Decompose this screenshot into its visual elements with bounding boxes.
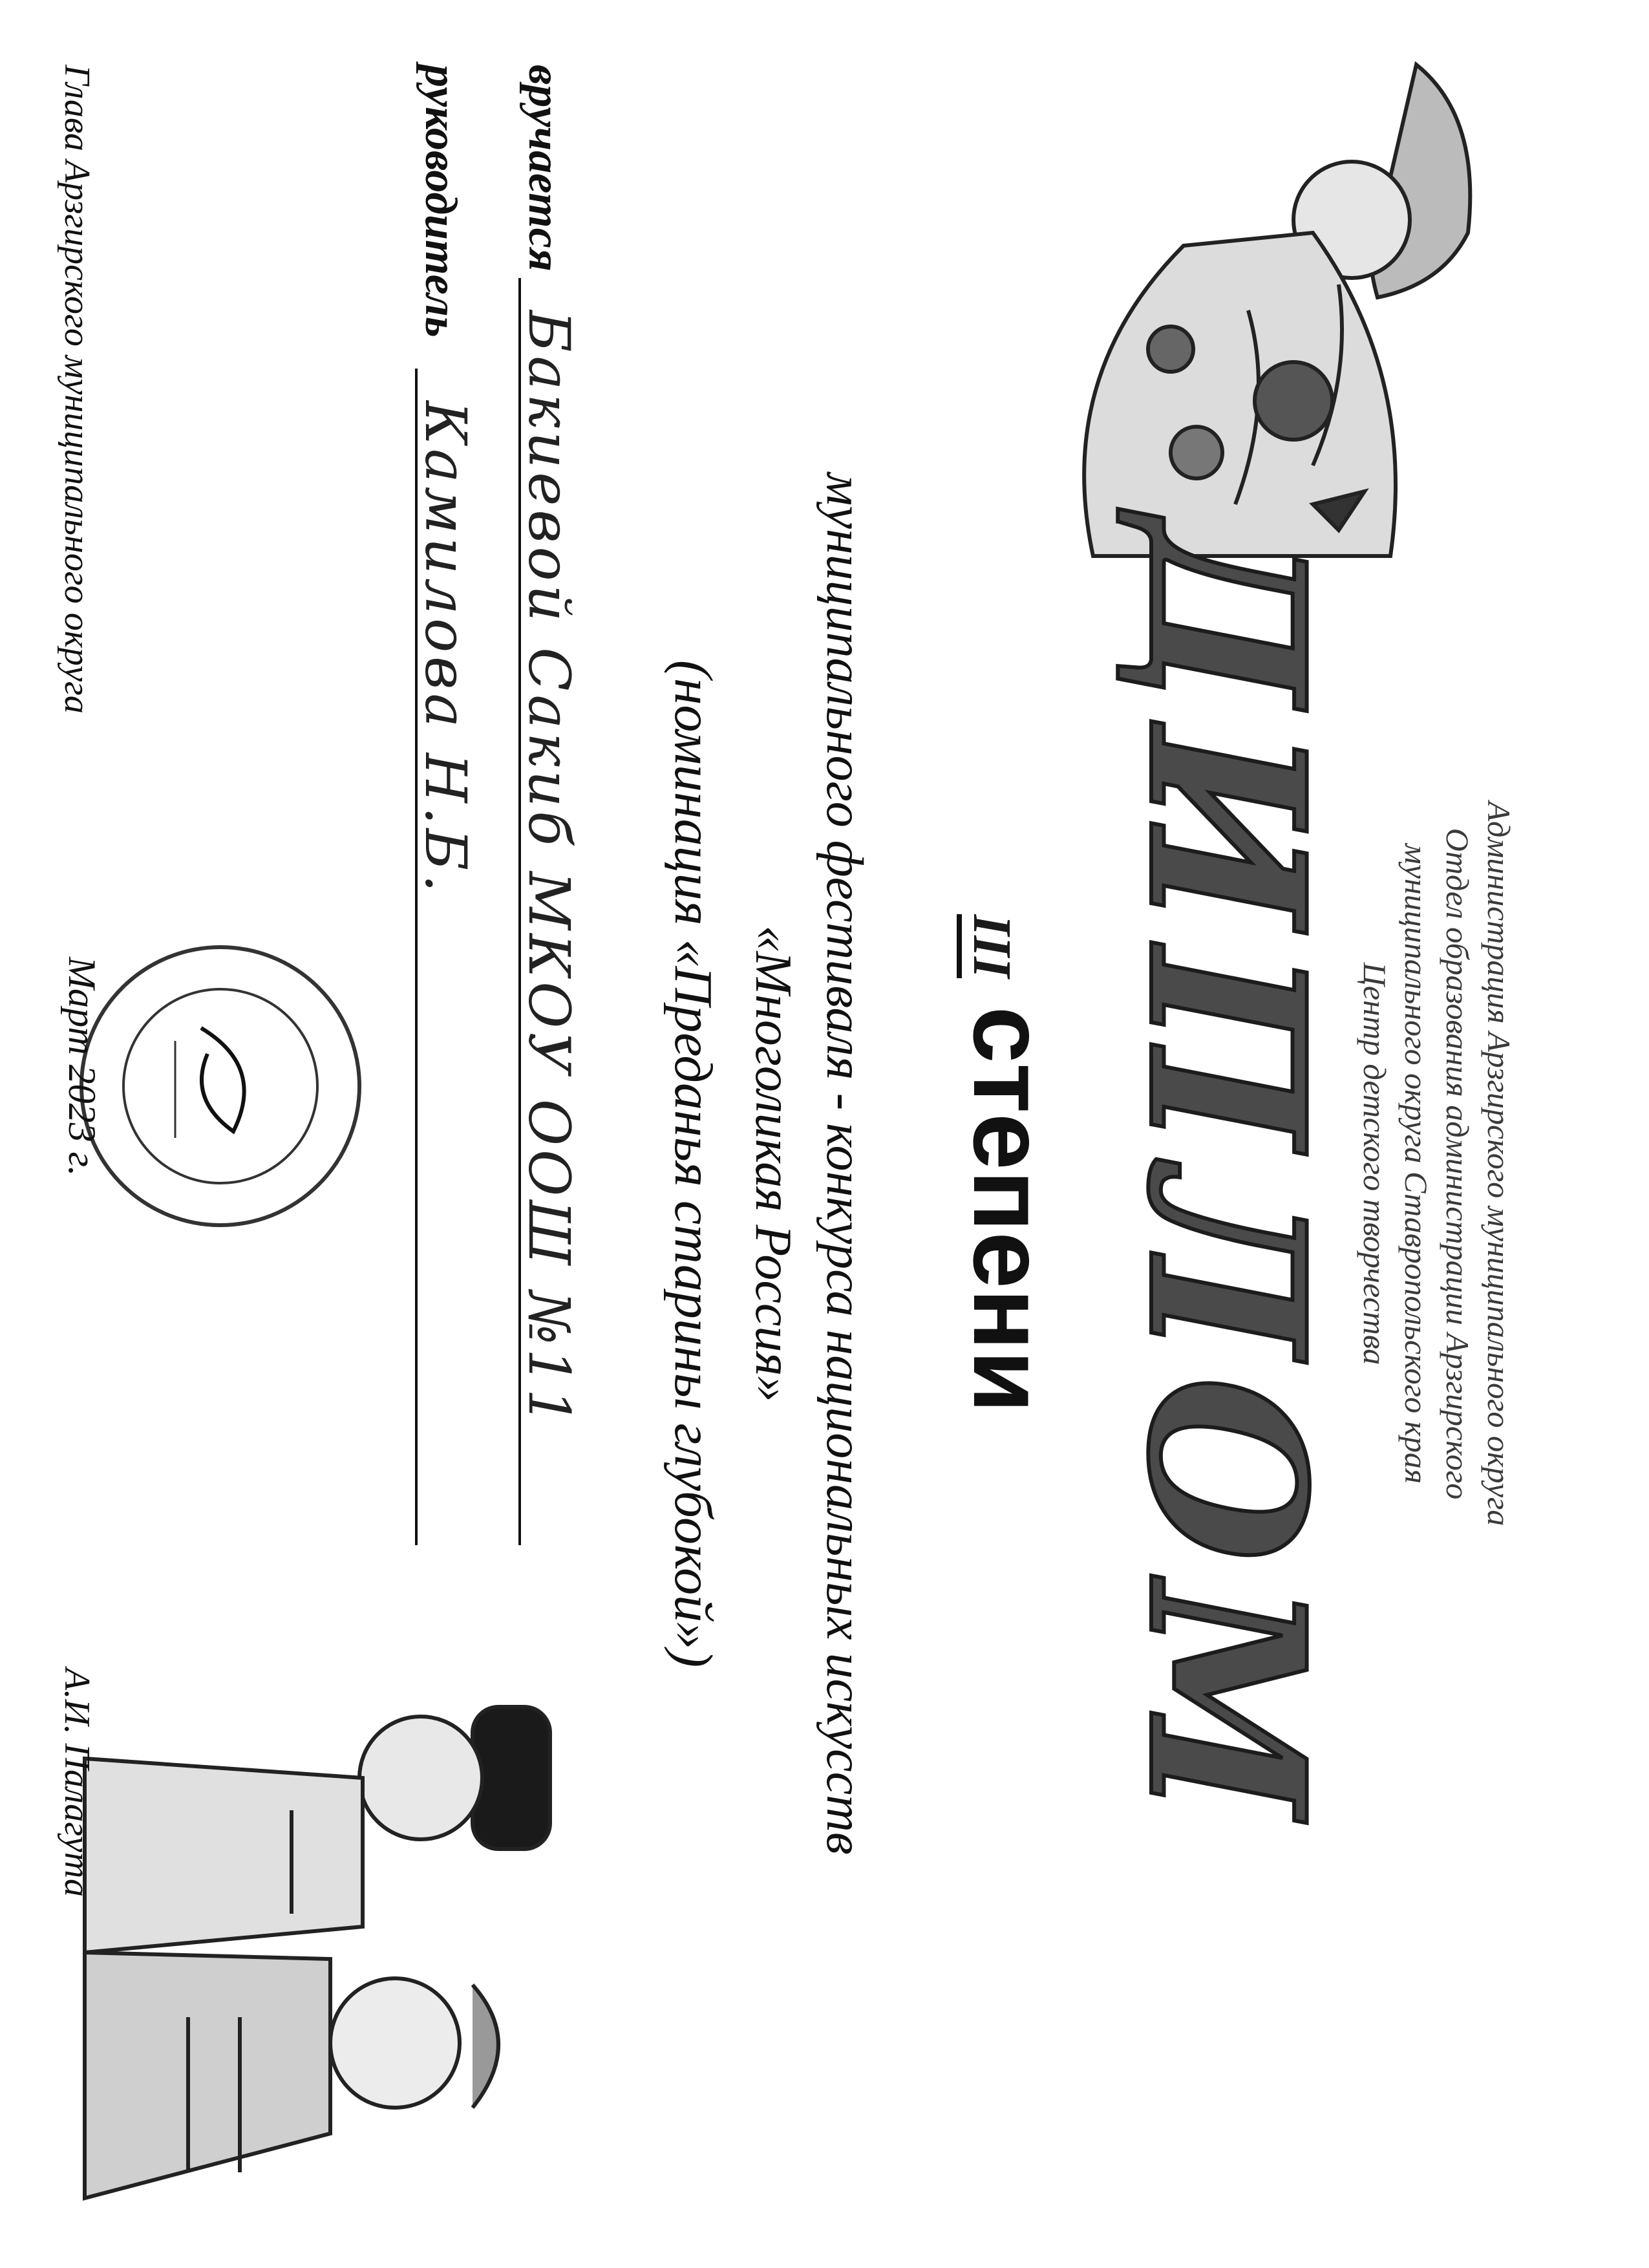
nomination-line: (номинация «Преданья старины глубокой») (663, 659, 723, 1668)
folk-costume-couple-illustration (46, 1681, 576, 2250)
issuer-line-3: муниципального округа Ставропольского края (1398, 843, 1434, 1484)
degree-word: степени (952, 1006, 1066, 1413)
festival-name: «Многоликая Россия» (745, 925, 802, 1402)
signatory-name: А.И. Палагута (57, 1668, 97, 1898)
signature-date: Март 2023 г. (61, 957, 103, 1177)
degree-number: III (957, 914, 1022, 978)
girl-in-kokoshnik-illustration (1054, 39, 1507, 569)
supervisor-value: Камилова Н.Б. (412, 401, 479, 897)
signature-row (46, 65, 103, 2198)
official-seal-stamp (72, 937, 369, 1235)
degree-line (950, 582, 1067, 1746)
supervisor-label: руководитель (416, 65, 465, 337)
festival-line: муниципального фестиваля - конкурса национальных искусств (816, 473, 873, 1855)
diploma-title: ДИПЛОМ (1101, 517, 1352, 1837)
awarded-to-value: Бакиевой Сакиб МКОУ ООШ №11 (516, 310, 582, 1429)
signatory-title: Глава Арзгирского муниципального округа (57, 65, 97, 714)
issuer-line-1: Администрация Арзгирского муниципального округа (1481, 801, 1517, 1526)
supervisor-row (408, 65, 479, 1552)
issuer-block (1354, 582, 1520, 1746)
awarded-to-row (511, 65, 582, 1552)
issuer-line-2: Отдел образования администрации Арзгирского (1440, 828, 1476, 1500)
awarded-to-label: вручается (519, 65, 569, 272)
issuer-line-4: Центр детского творчества (1357, 962, 1393, 1365)
